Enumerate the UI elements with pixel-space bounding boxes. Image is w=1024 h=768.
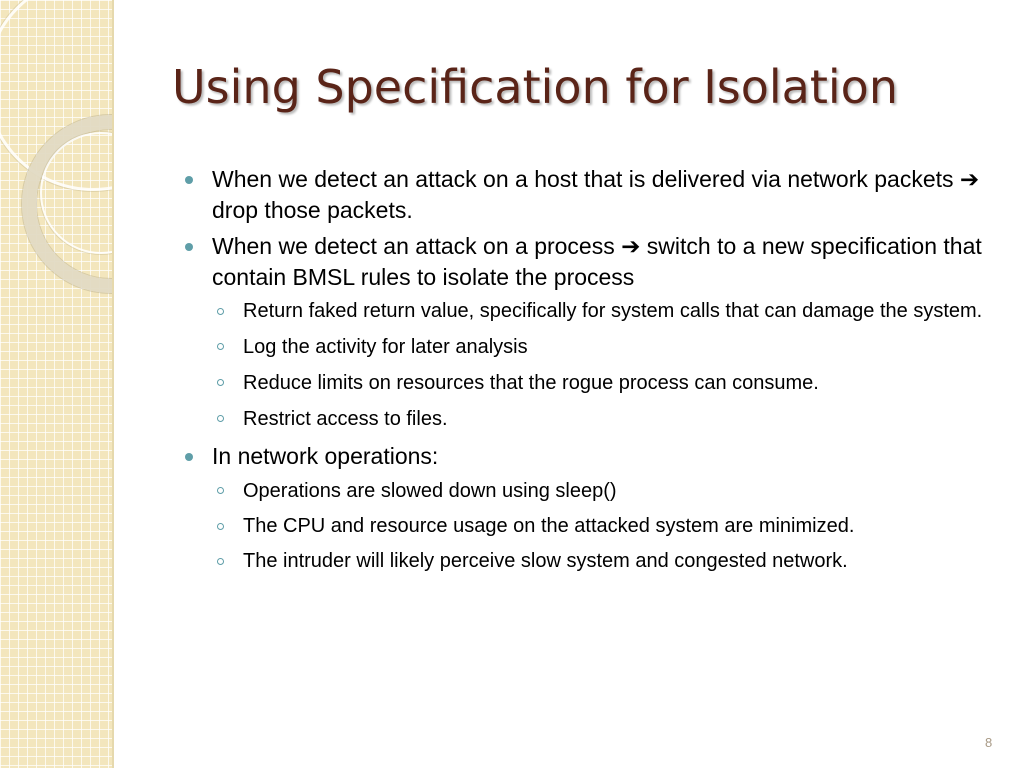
sub-bullet-text: Operations are slowed down using sleep() <box>243 480 617 502</box>
sub-bullet-text: The intruder will likely perceive slow system and congested network. <box>243 550 848 572</box>
sub-bullet-text: The CPU and resource usage on the attacked system are minimized. <box>243 515 855 537</box>
sub-bullet-circle-icon <box>217 487 224 494</box>
sub-bullet-item <box>215 548 1004 575</box>
bullet-text: When we detect an attack on a host that is delivered via network packets <box>212 166 960 192</box>
arrow-right-icon: ➔ <box>959 167 980 193</box>
sub-bullet-circle-icon <box>217 308 224 315</box>
bullet-item <box>184 441 1004 471</box>
sub-bullet-circle-icon <box>217 415 224 422</box>
bullet-text: drop those packets. <box>212 197 413 223</box>
side-strip-edge <box>112 0 114 768</box>
bullet-text: When we detect an attack on a process <box>212 233 622 259</box>
sub-bullet-item <box>215 369 1004 397</box>
bullet-dot-icon <box>185 453 193 461</box>
bullet-list <box>184 164 1004 583</box>
bullet-dot-icon <box>185 243 193 251</box>
page-number: 8 <box>985 735 993 750</box>
arrow-right-icon: ➔ <box>621 234 641 260</box>
sub-bullet-text: Reduce limits on resources that the rogue process can consume. <box>243 372 819 394</box>
bullet-text: In network operations: <box>212 443 439 469</box>
slide-title: Using Specification for Isolation <box>172 60 898 114</box>
sub-bullet-item <box>215 333 1004 361</box>
sub-bullet-text: Restrict access to files. <box>243 408 448 430</box>
bullet-item <box>184 164 1004 225</box>
bullet-dot-icon <box>185 176 193 184</box>
decorative-side-strip <box>0 0 113 768</box>
sub-bullet-item <box>215 513 1004 540</box>
sub-bullet-circle-icon <box>217 523 224 530</box>
sub-bullet-circle-icon <box>217 379 224 386</box>
bullet-item <box>184 231 1004 292</box>
sub-bullet-item <box>215 405 1004 433</box>
sub-bullet-circle-icon <box>217 558 224 565</box>
sub-bullet-text: Return faked return value, specifically for system calls that can damage the system. <box>243 300 983 322</box>
sub-bullet-item <box>215 477 1004 505</box>
bullet-text: switch to a new specification that contain BMSL rules to isolate the process <box>212 233 982 290</box>
sub-bullet-item <box>215 298 1004 325</box>
sub-bullet-circle-icon <box>217 343 224 350</box>
sub-bullet-text: Log the activity for later analysis <box>243 336 528 358</box>
